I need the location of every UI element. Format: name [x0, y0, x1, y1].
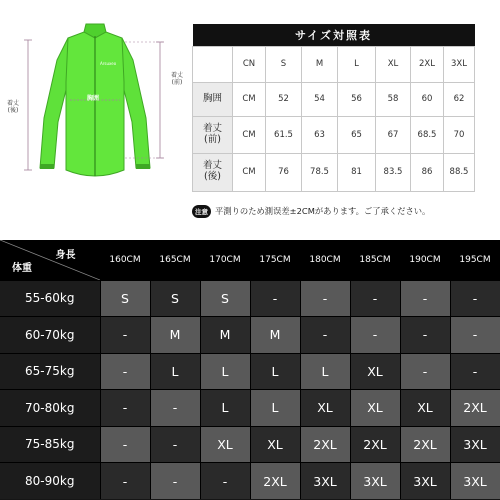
height-header: 身長 [55, 250, 76, 261]
size-table-row-length-front [193, 116, 475, 153]
size-cell: S [150, 280, 200, 317]
size-cell: - [400, 280, 450, 317]
table-cell: CM [233, 153, 266, 191]
weight-row-label: 55-60kg [0, 280, 100, 317]
size-cell: 2XL [250, 463, 300, 500]
table-cell: 62 [444, 82, 475, 116]
chart-row [0, 280, 500, 317]
table-cell: 76 [266, 153, 302, 191]
table-cell: 63 [302, 116, 338, 153]
size-table-row-chest [193, 82, 475, 116]
body-length-front-label: 着丈 (前) [170, 72, 183, 87]
height-col-header: 180CM [300, 240, 350, 280]
size-cell: - [100, 463, 150, 500]
size-cell: XL [350, 390, 400, 427]
size-cell: 3XL [450, 463, 500, 500]
table-cell: 83.5 [376, 153, 411, 191]
height-col-header: 170CM [200, 240, 250, 280]
size-cell: S [200, 280, 250, 317]
table-cell: 52 [266, 82, 302, 116]
note-text: 平測りのため測误差±2CMがあります。ご了承ください。 [215, 206, 431, 216]
size-cell: L [250, 390, 300, 427]
size-cell: XL [350, 353, 400, 390]
table-cell: 78.5 [302, 153, 338, 191]
size-cell: 2XL [400, 426, 450, 463]
measurement-note [192, 203, 430, 219]
size-cell: M [200, 317, 250, 354]
height-col-header: 175CM [250, 240, 300, 280]
size-cell: - [350, 280, 400, 317]
size-cell: - [250, 280, 300, 317]
chart-row [0, 353, 500, 390]
size-cell: L [250, 353, 300, 390]
height-col-header: 165CM [150, 240, 200, 280]
table-cell: 70 [444, 116, 475, 153]
chart-row [0, 426, 500, 463]
size-cell: - [150, 463, 200, 500]
size-cell: 2XL [300, 426, 350, 463]
row-label: 胸囲 [193, 82, 233, 116]
size-cell: - [450, 353, 500, 390]
table-cell: 54 [302, 82, 338, 116]
size-cell: 3XL [350, 463, 400, 500]
table-cell: 67 [376, 116, 411, 153]
weight-row-label: 70-80kg [0, 390, 100, 427]
size-cell: 2XL [450, 390, 500, 427]
size-col-header: M [302, 46, 338, 82]
chest-dimension-label: 胸囲 [87, 95, 100, 102]
size-col-header: XL [376, 46, 411, 82]
weight-row-label: 65-75kg [0, 353, 100, 390]
size-cell: - [400, 353, 450, 390]
size-cell: - [100, 317, 150, 354]
weight-header: 体重 [12, 262, 32, 274]
size-cell: L [150, 353, 200, 390]
size-cell: - [100, 390, 150, 427]
size-cell: M [250, 317, 300, 354]
brand-mark: Arsuxeo [100, 61, 117, 66]
chart-row [0, 317, 500, 354]
weight-row-label: 60-70kg [0, 317, 100, 354]
body-length-back-label: 着丈 (後) [6, 100, 19, 115]
size-table-corner [193, 46, 233, 82]
table-cell: 61.5 [266, 116, 302, 153]
size-cell: - [200, 463, 250, 500]
size-cell: - [450, 317, 500, 354]
height-col-header: 190CM [400, 240, 450, 280]
size-cell: M [150, 317, 200, 354]
size-cell: 3XL [300, 463, 350, 500]
table-cell: 81 [338, 153, 376, 191]
chart-header-row [0, 240, 500, 280]
size-cell: 2XL [350, 426, 400, 463]
size-cell: XL [200, 426, 250, 463]
size-table-title: サイズ対照表 [193, 24, 475, 46]
size-cell: - [450, 280, 500, 317]
row-label: 着丈 (後) [193, 153, 233, 191]
size-cell: - [300, 317, 350, 354]
table-cell: 86 [411, 153, 444, 191]
table-cell: CM [233, 116, 266, 153]
size-cell: S [100, 280, 150, 317]
chart-row [0, 463, 500, 500]
size-cell: L [200, 353, 250, 390]
jacket-figure [0, 0, 190, 200]
row-label: 着丈 (前) [193, 116, 233, 153]
weight-row-label: 80-90kg [0, 463, 100, 500]
chart-corner-header [0, 240, 100, 280]
size-cell: - [300, 280, 350, 317]
height-col-header: 195CM [450, 240, 500, 280]
size-cell: XL [250, 426, 300, 463]
size-col-header: CN [233, 46, 266, 82]
size-col-header: 2XL [411, 46, 444, 82]
height-weight-size-chart [0, 240, 500, 500]
size-cell: - [100, 353, 150, 390]
size-cell: L [300, 353, 350, 390]
size-cell: 3XL [400, 463, 450, 500]
size-table-row-length-back [193, 153, 475, 191]
table-cell: 58 [376, 82, 411, 116]
size-table-header-row [193, 46, 475, 82]
size-col-header: 3XL [444, 46, 475, 82]
table-cell: 88.5 [444, 153, 475, 191]
size-cell: - [150, 390, 200, 427]
size-cell: - [150, 426, 200, 463]
chart-body [0, 280, 500, 499]
height-col-header: 160CM [100, 240, 150, 280]
table-cell: 68.5 [411, 116, 444, 153]
size-cell: - [100, 426, 150, 463]
table-cell: CM [233, 82, 266, 116]
chart-row [0, 390, 500, 427]
size-col-header: L [338, 46, 376, 82]
size-col-header: S [266, 46, 302, 82]
size-comparison-table [192, 24, 475, 192]
height-col-header: 185CM [350, 240, 400, 280]
size-cell: L [200, 390, 250, 427]
size-cell: XL [400, 390, 450, 427]
table-cell: 56 [338, 82, 376, 116]
table-cell: 65 [338, 116, 376, 153]
size-cell: - [350, 317, 400, 354]
note-badge: 注意 [192, 205, 211, 218]
size-cell: XL [300, 390, 350, 427]
table-cell: 60 [411, 82, 444, 116]
size-cell: - [400, 317, 450, 354]
size-cell: 3XL [450, 426, 500, 463]
weight-row-label: 75-85kg [0, 426, 100, 463]
